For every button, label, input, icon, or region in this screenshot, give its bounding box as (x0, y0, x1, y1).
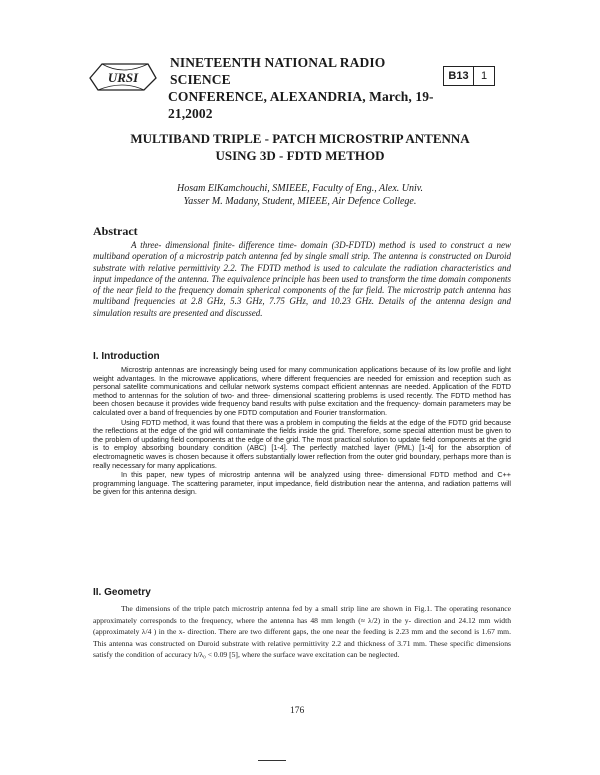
introduction-body (93, 366, 511, 498)
geometry-body (93, 603, 511, 662)
intro-paragraph-1: Microstrip antennas are increasingly being used for many communication applications because of its low profile and light weight advantages. In the microwave applications, where different frequencies are needed for emission and reception such as personal satellite communications and cellular network systems compact efficient antennas are needed. Application of the FDTD method to antennas for the solution of two- and three- dimensional scattering problems is used recently. The FDTD method has been chosen because it provides wide frequency band results with pulse excitation and the frequency- domain parameters may be calculated over a band of frequencies by one FDTD computation and Fourier transformation. (93, 365, 511, 417)
title-line-2: USING 3D - FDTD METHOD (215, 148, 385, 163)
author-2: Yasser M. Madany, Student, MIEEE, Air Defence College. (183, 196, 417, 207)
abstract-heading: Abstract (93, 224, 138, 238)
title-line-1: MULTIBAND TRIPLE - PATCH MICROSTRIP ANTENNA (130, 131, 470, 146)
author-block (60, 182, 540, 208)
geometry-heading: II. Geometry (93, 587, 151, 598)
author-1: Hosam ElKamchouchi, SMIEEE, Faculty of Eng., Alex. Univ. (177, 183, 423, 194)
page-number: 176 (290, 706, 305, 716)
session-code: B13 (444, 67, 474, 85)
paper-title (60, 130, 540, 164)
conference-title (168, 54, 440, 122)
introduction-heading: I. Introduction (93, 351, 160, 362)
logo-text: URSI (107, 70, 139, 85)
paper-number: 1 (480, 70, 488, 82)
footer-rule (258, 760, 286, 761)
geometry-paragraph: The dimensions of the triple patch microstrip antenna fed by a small strip line are shown in Fig.1. The operating resonance approximately corresponds to the frequency, where the antenna has 48 mm length (≈ λ/2) in the y- direction and 24.12 mm width (approximately λ/4 ) in the x- direction. There are two different gaps, the one near the feeding is 2.23 mm and the second is 1.67 mm. This antenna was constructed on Duroid substrate with relative permittivity 2.2 and thickness of 3.71 mm. These specific dimensions satisfy the condition of accuracy h/λ₀ < 0.09 [5], where the surface wave excitation can be neglected. (93, 604, 511, 659)
intro-paragraph-3: In this paper, new types of microstrip antenna will be analyzed using three- dimensional FDTD method and C++ programming language. The scattering parameter, input impedance, field distribution near the antenna, and radiation patterns will be given for this antenna design. (93, 470, 511, 497)
intro-paragraph-2: Using FDTD method, it was found that there was a problem in computing the fields at the edge of the FDTD grid because the reflections at the edge of the grid will contaminate the fields inside the grid. Therefore, some special attention must be given to the problem of updating field components at the edge of the grid. The most practical solution to update field components at the grid is to employ absorbing boundary condition (ABC) [1-4]. The perfectly matched layer (PML) [1-4] for the absorption of electromagnetic waves is chosen because it offers substantially lower reflection from the outer grid boundary, perhaps more than is really necessary for many applications. (93, 417, 511, 470)
ursi-logo (88, 58, 158, 94)
abstract-text: A three- dimensional finite- difference time- domain (3D-FDTD) method is used to construct a new multiband operation of a microstrip patch antenna fed by single small strip. The antenna is constructed on Duroid substrate with relative permittivity 2.2. The FDTD method is used to calculate the radiation characteristics and input impedance of the antenna. The equivalence principle has been used to transform the time domain components of the near field to the frequency domain spherical components of the far field. The microstrip patch antenna has multiband frequencies at 2.8 GHz, 5.3 GHz, 7.75 GHz, and 10.23 GHz. Details of the antenna design and simulation results are presented and discussed. (93, 240, 511, 318)
conference-line-1: NINETEENTH NATIONAL RADIO SCIENCE (170, 55, 386, 87)
conference-line-2: CONFERENCE, ALEXANDRIA, March, 19-21,2002 (168, 89, 434, 121)
abstract-body (93, 240, 511, 319)
session-code-box (443, 66, 495, 86)
